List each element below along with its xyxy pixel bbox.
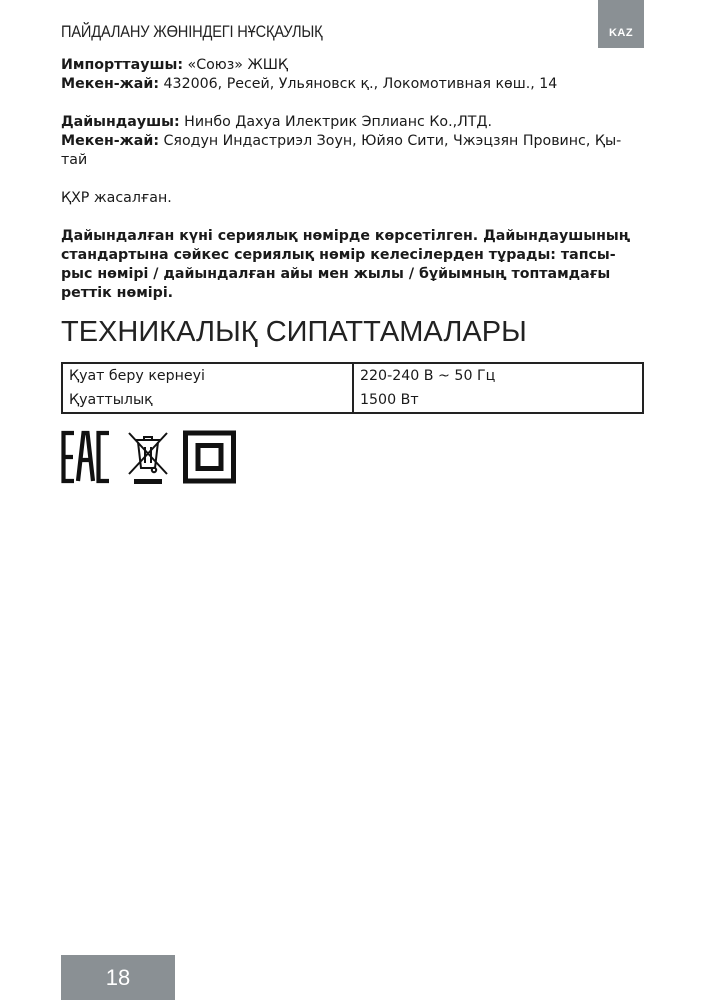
notice-line-4: реттік нөмірі. (61, 285, 174, 301)
eac-mark-icon (61, 430, 111, 484)
manufacturer-address-line (61, 132, 644, 151)
manufacturer-label: Дайындаушы: (61, 114, 180, 130)
spec-name: Қуаттылық (62, 388, 353, 413)
specs-table (61, 362, 644, 414)
notice-line-3: рыс нөмірі / дайындалған айы мен жылы / бұйымның топтамдағы (61, 266, 611, 282)
spec-name: Қуат беру кернеуі (62, 363, 353, 388)
importer-address-line (61, 75, 644, 94)
double-insulation-icon (183, 430, 236, 484)
manufacturer-address-label: Мекен-жай: (61, 133, 159, 149)
importer-address-value: 432006, Ресей, Ульяновск қ., Локомотивная көш., 14 (159, 76, 558, 92)
made-in: ҚХР жасалған. (61, 190, 172, 206)
notice-line-2: стандартына сәйкес сериялық нөмір келесілерден тұрады: тапсы- (61, 247, 616, 263)
manufacturer-address-value-2: тай (61, 152, 88, 168)
language-tab: KAZ (598, 0, 644, 48)
manufacturer-line (61, 113, 644, 132)
importer-label: Импорттаушы: (61, 57, 184, 73)
weee-bin-icon (127, 430, 169, 486)
header-title: ПАЙДАЛАНУ ЖӨНІНДЕГІ НҰСҚАУЛЫҚ (61, 22, 323, 41)
spec-value: 220-240 В ~ 50 Гц (360, 368, 496, 384)
table-row (62, 388, 643, 413)
manufacturer-address-value-1: Сяодун Индастриэл Зоун, Юйяо Сити, Чжэцзян Провинс, Қы- (159, 133, 622, 149)
importer-address-label: Мекен-жай: (61, 76, 159, 92)
spec-value: 1500 Вт (360, 392, 419, 408)
notice-line-1: Дайындалған күні сериялық нөмірде көрсетілген. Дайындаушының (61, 228, 631, 244)
contact-info (61, 56, 644, 303)
importer-value: «Союз» ЖШҚ (183, 57, 288, 73)
importer-line (61, 56, 644, 75)
manufacturer-value: Нинбо Дахуа Илектрик Эплианс Ко.,ЛТД. (179, 114, 493, 130)
page-number: 18 (61, 955, 175, 1000)
table-row (62, 363, 643, 388)
specs-title: ТЕХНИКАЛЫҚ СИПАТТАМАЛАРЫ (61, 316, 527, 348)
